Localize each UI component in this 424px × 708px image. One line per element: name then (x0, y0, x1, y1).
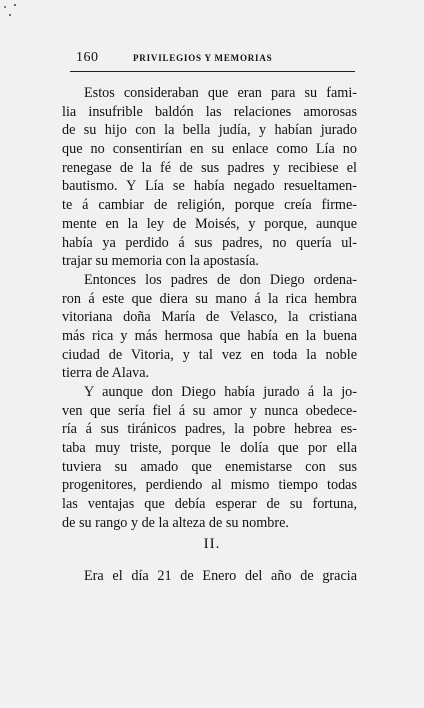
text-line: Entonces los padres de don Diego ordena- (84, 271, 357, 288)
page-header (70, 50, 355, 68)
text-line: ron á este que diera su mano á la rica hembra (62, 290, 357, 307)
text-line: mente en la ley de Moisés, y porque, aunque (62, 215, 357, 232)
print-speck (4, 6, 6, 8)
text-line: ciudad de Vitoria, y tal vez en toda la noble (62, 346, 357, 363)
text-line: de su rango y de la alteza de su nombre. (62, 514, 289, 531)
text-line: ría á sus tiránicos padres, la pobre hebrea es- (62, 421, 357, 438)
text-line: vitoriana doña María de Velasco, la cristiana (62, 309, 357, 326)
text-line: bautismo. Y Lía se había negado resueltamen- (62, 178, 357, 195)
text-line: trajar su memoria con la apostasía. (62, 253, 259, 270)
text-line: Estos consideraban que eran para su fami- (84, 85, 357, 101)
text-line: te á cambiar de religión, porque creía firme- (62, 197, 357, 214)
text-line: renegase de la fé de sus padres y recibiese el (62, 159, 357, 176)
text-line: Era el día 21 de Enero del año de gracia (84, 568, 357, 584)
print-speck (9, 14, 11, 16)
section-heading: II. (203, 536, 221, 552)
text-line: había ya perdido á sus padres, no quería ul- (62, 234, 357, 251)
text-line: ven que sería fiel á su amor y nunca obedece- (62, 402, 357, 419)
text-line: tierra de Alava. (62, 365, 150, 382)
page-number: 160 (76, 50, 99, 65)
text-line: que no consentirían en su enlace como Lía no (62, 141, 357, 158)
text-line: Y aunque don Diego había jurado á la jo- (84, 384, 357, 400)
header-rule (70, 71, 355, 72)
text-line: taba muy triste, porque le dolía que por ella (62, 440, 357, 457)
body-text (62, 84, 357, 533)
print-speck (14, 4, 16, 6)
paragraph (62, 383, 357, 533)
text-line: más rica y más hermosa que había en la buena (62, 327, 357, 344)
text-line: de su hijo con la bella judía, y habían jurado (62, 122, 357, 139)
text-line: tuviera su amado que enemistarse con sus (62, 458, 357, 475)
running-head: PRIVILEGIOS Y MEMORIAS (133, 53, 273, 63)
text-line: las ventajas que debía esperar de su fortuna, (62, 496, 357, 513)
paragraph (62, 271, 357, 383)
text-line: lia insufrible baldón las relaciones amorosas (62, 103, 357, 120)
paragraph (62, 84, 357, 271)
text-line: progenitores, perdiendo al mismo tiempo todas (62, 477, 357, 494)
